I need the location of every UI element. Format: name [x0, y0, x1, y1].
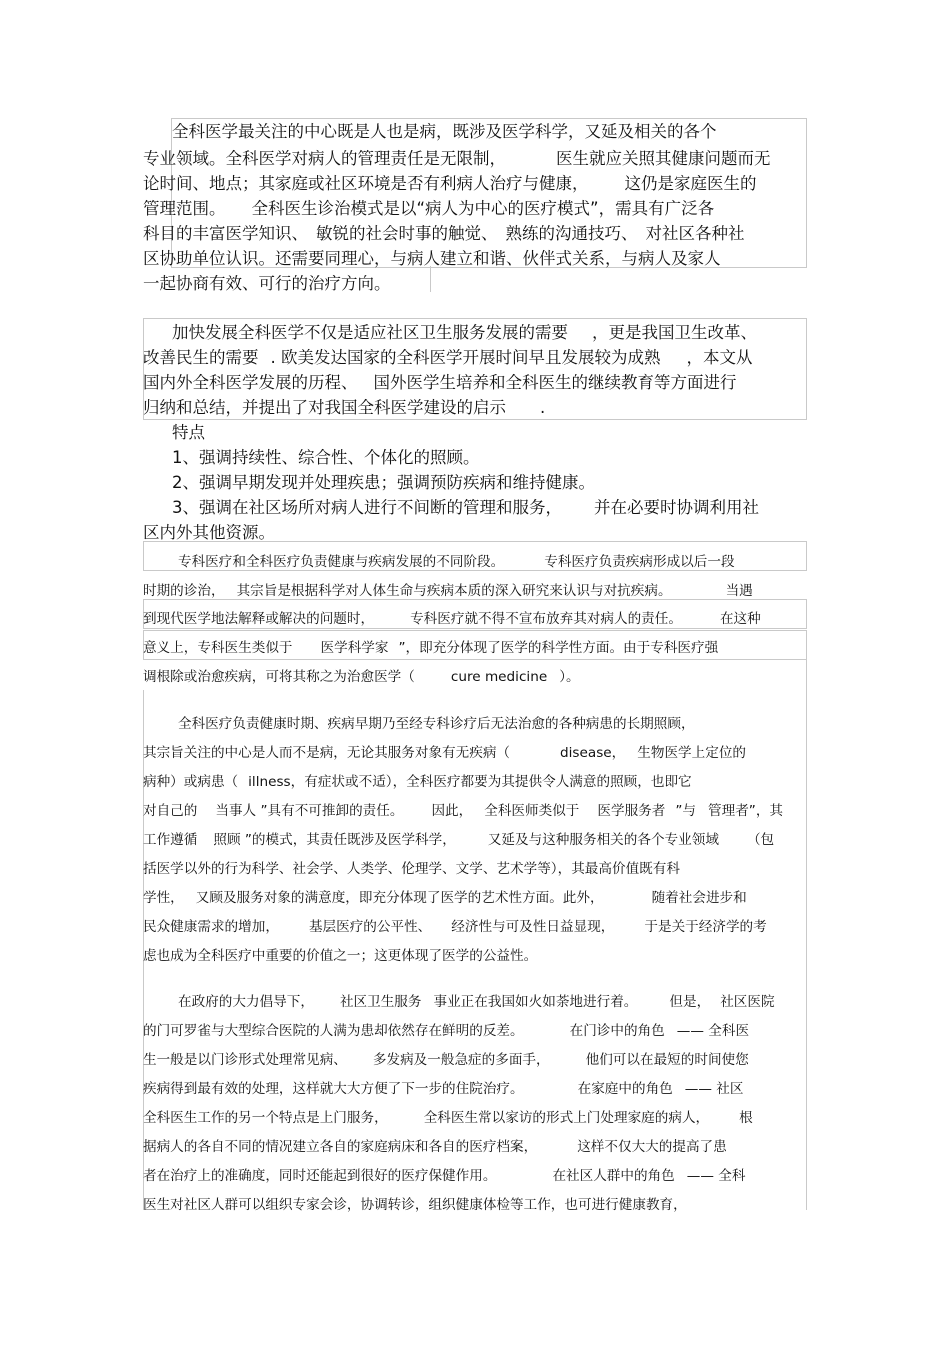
text-line: 民众健康需求的增加， 基层医疗的公平性、 经济性与可及性日益显现， 于是关于经济学的考 [143, 919, 767, 935]
text-line: 归纳和总结，并提出了对我国全科医学建设的启示 . [143, 398, 546, 417]
text-line: 者在治疗上的准确度，同时还能起到很好的医疗保健作用。 在社区人群中的角色 —— 全科 [143, 1168, 746, 1184]
text-line: 专科医疗和全科医疗负责健康与疾病发展的不同阶段。 专科医疗负责疾病形成以后一段 [178, 554, 735, 570]
text-line: 改善民生的需要 . 欧美发达国家的全科医学开展时间早且发展较为成熟 ，本文从 [143, 348, 753, 367]
text-line: 全科医生工作的另一个特点是上门服务， 全科医生常以家访的形式上门处理家庭的病人， 根 [143, 1110, 753, 1126]
text-line: 医生对社区人群可以组织专家会诊，协调转诊，组织健康体检等工作，也可进行健康教育， [143, 1197, 687, 1213]
list-item: 3、强调在社区场所对病人进行不间断的管理和服务， 并在必要时协调利用社 [172, 498, 759, 517]
text-line: 工作遵循 照顾 ”的模式，其责任既涉及医学科学， 又延及与这种服务相关的各个专业领域 （包 [143, 832, 775, 848]
text-line: 虑也成为全科医疗中重要的价值之一；这更体现了医学的公益性。 [143, 948, 538, 964]
text-line: 其宗旨关注的中心是人而不是病，无论其服务对象有无疾病（ disease， 生物医学上定位的 [143, 745, 747, 761]
text-line: 时期的诊治， 其宗旨是根据科学对人体生命与疾病本质的深入研究来认识与对抗疾病。 当遇 [143, 583, 753, 599]
features-title: 特点 [172, 423, 205, 442]
text-line: 病种）或病患（ illness，有症状或不适），全科医疗都要为其提供令人满意的照顾，也即它 [143, 774, 692, 790]
list-item: 区内外其他资源。 [143, 523, 275, 542]
text-line: 对自己的 当事人 ”具有不可推卸的责任。 因此， 全科医师类似于 医学服务者 ”与 管理者”，其 [143, 803, 784, 819]
frame-line [430, 266, 431, 292]
text-line: 据病人的各自不同的情况建立各自的家庭病床和各自的医疗档案， 这样不仅大大的提高了患 [143, 1139, 727, 1155]
text-line: 区协助单位认识。还需要同理心，与病人建立和谐、伙伴式关系，与病人及家人 [143, 249, 721, 268]
text-line: 论时间、地点；其家庭或社区环境是否有利病人治疗与健康， 这仍是家庭医生的 [143, 174, 757, 193]
text-line: 意义上，专科医生类似于 医学科学家 ”，即充分体现了医学的科学性方面。由于专科医疗强 [143, 640, 719, 656]
text-line: 在政府的大力倡导下， 社区卫生服务 事业正在我国如火如荼地进行着。 但是， 社区医院 [178, 994, 775, 1010]
text-line: 专业领域。全科医学对病人的管理责任是无限制， 医生就应关照其健康问题而无 [143, 149, 771, 168]
text-line: 一起协商有效、可行的治疗方向。 [143, 274, 391, 293]
text-line: 生一般是以门诊形式处理常见病、 多发病及一般急症的多面手， 他们可以在最短的时间使您 [143, 1052, 749, 1068]
text-line: 学性， 又顾及服务对象的满意度，即充分体现了医学的艺术性方面。此外， 随着社会进步和 [143, 890, 747, 906]
text-line: 管理范围。 全科医生诊治模式是以“病人为中心的医疗模式”，需具有广泛各 [143, 199, 715, 218]
text-line: 括医学以外的行为科学、社会学、人类学、伦理学、文学、艺术学等），其最高价值既有科 [143, 861, 680, 877]
text-line: 科目的丰富医学知识、 敏锐的社会时事的触觉、 熟练的沟通技巧、 对社区各种社 [143, 224, 745, 243]
text-line: 疾病得到最有效的处理，这样就大大方便了下一步的住院治疗。 在家庭中的角色 —— 社区 [143, 1081, 744, 1097]
text-line: 调根除或治愈疾病，可将其称之为治愈医学（ cure medicine ）。 [143, 669, 580, 685]
text-line: 全科医学最关注的中心既是人也是病，既涉及医学科学，又延及相关的各个 [172, 122, 717, 141]
text-line: 到现代医学地法解释或解决的问题时， 专科医疗就不得不宣布放弃其对病人的责任。 在这种 [143, 611, 761, 627]
text-line: 加快发展全科医学不仅是适应社区卫生服务发展的需要 ，更是我国卫生改革、 [172, 323, 757, 342]
text-line: 国内外全科医学发展的历程、 国外医学生培养和全科医生的继续教育等方面进行 [143, 373, 737, 392]
list-item: 1、强调持续性、综合性、个体化的照顾。 [172, 448, 480, 467]
text-line: 的门可罗雀与大型综合医院的人满为患却依然存在鲜明的反差。 在门诊中的角色 —— 全科医 [143, 1023, 750, 1039]
list-item: 2、强调早期发现并处理疾患；强调预防疾病和维持健康。 [172, 473, 595, 492]
frame-line [806, 658, 807, 1210]
text-line: 全科医疗负责健康时期、疾病早期乃至经专科诊疗后无法治愈的各种病患的长期照顾， [178, 716, 695, 732]
